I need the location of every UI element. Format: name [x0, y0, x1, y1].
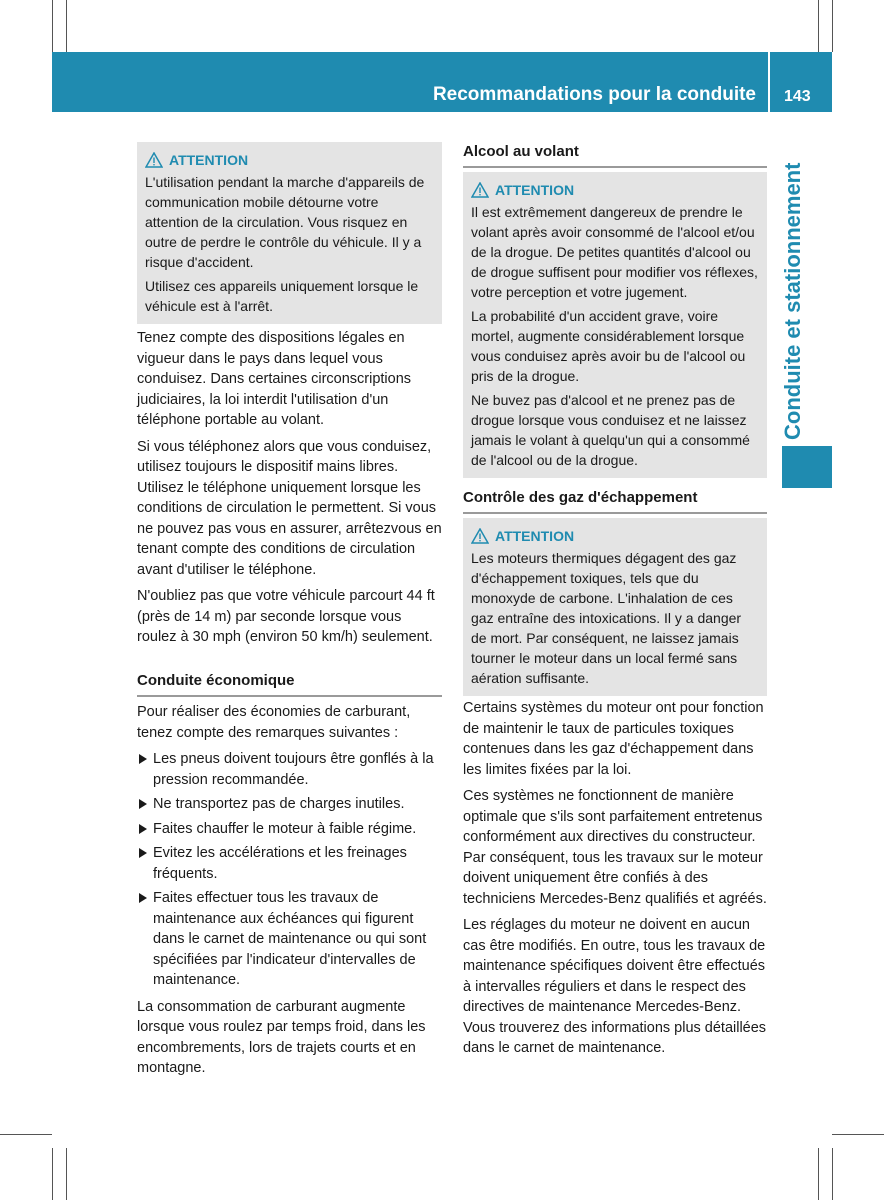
- paragraph: Tenez compte des dispositions légales en vigueur dans le pays dans lequel vous conduisez. Dans certaines circonscriptions judiciaires, la loi interdit l'utilisation d'un téléphone portable au volant.: [137, 330, 412, 428]
- header-divider: [768, 52, 770, 112]
- section-heading-eco: Conduite économique: [137, 672, 442, 697]
- crop-mark: [66, 0, 67, 52]
- paragraph: La consommation de carburant augmente lorsque vous roulez par temps froid, dans les encombrements, lors de trajets courts et en montagne.: [137, 998, 426, 1076]
- side-tab-label: Conduite et stationnement: [780, 162, 805, 440]
- eco-bullet-list: [137, 749, 442, 991]
- list-item: Evitez les accélérations et les freinages fréquents.: [137, 843, 442, 884]
- page-number: 143: [784, 88, 811, 105]
- warning-text: L'utilisation pendant la marche d'appareils de communication mobile détourne votre attention de la circulation. Vous risquez en outre de perdre le contrôle du véhicule. Il y a risque d'accident.: [145, 174, 425, 270]
- crop-mark: [832, 1134, 884, 1135]
- crop-mark: [52, 0, 53, 52]
- warning-triangle-icon: [471, 528, 489, 544]
- list-item: Faites effectuer tous les travaux de maintenance aux échéances qui figurent dans le carnet de maintenance ou qui sont spécifiées par l'indicateur d'intervalles de maintenance.: [137, 888, 442, 991]
- section-heading-exhaust: Contrôle des gaz d'échappement: [463, 489, 767, 514]
- warning-heading: ATTENTION: [145, 150, 434, 170]
- crop-mark: [66, 1148, 67, 1200]
- warning-box-mobile: [137, 142, 442, 324]
- warning-triangle-icon: [471, 182, 489, 198]
- paragraph: Certains systèmes du moteur ont pour fonction de maintenir le taux de particules toxiques contenues dans les gaz d'échappement dans les limites fixées par la loi.: [463, 700, 764, 778]
- paragraph: N'oubliez pas que votre véhicule parcourt 44 ft (près de 14 m) par seconde lorsque vous roulez à 30 mph (environ 50 km/h) seulement.: [137, 588, 435, 645]
- warning-box-exhaust: [463, 518, 767, 696]
- crop-mark: [832, 0, 833, 52]
- warning-text: Il est extrêmement dangereux de prendre le volant après avoir consommé de l'alcool et/ou de la drogue. De petites quantités d'alcool ou de drogue suffisent pour modifier vos réflexes, votre perception et votre jugement.: [471, 204, 758, 300]
- warning-text: La probabilité d'un accident grave, voire mortel, augmente considérablement lorsque vous conduisez après avoir bu de l'alcool ou pris de la drogue.: [471, 308, 746, 384]
- warning-text: Les moteurs thermiques dégagent des gaz d'échappement toxiques, tels que du monoxyde de carbone. L'inhalation de ces gaz entraîne des intoxications. Il y a danger de mort. Par conséquent, ne laissez jamais tourner le moteur dans un local fermé sans aération suffisante.: [471, 550, 742, 686]
- warning-box-alcohol: [463, 172, 767, 478]
- warning-heading: ATTENTION: [471, 526, 759, 546]
- section-heading-alcohol: Alcool au volant: [463, 143, 767, 168]
- crop-mark: [0, 1134, 52, 1135]
- list-item: Faites chauffer le moteur à faible régime.: [137, 819, 442, 840]
- paragraph: Ces systèmes ne fonctionnent de manière optimale que s'ils sont parfaitement entretenus conformément aux directives du constructeur. Par conséquent, tous les travaux sur le moteur doivent uniquement être confiés à des techniciens Mercedes-Benz qualifiés et agréés.: [463, 788, 767, 907]
- warning-text: Utilisez ces appareils uniquement lorsque le véhicule est à l'arrêt.: [145, 278, 419, 314]
- warning-text: Ne buvez pas d'alcool et ne prenez pas de drogue lorsque vous conduisez et ne laissez jamais le volant à quelqu'un qui a consommé de l'alcool ou de la drogue.: [471, 392, 750, 468]
- crop-mark: [52, 1148, 53, 1200]
- crop-mark: [818, 0, 819, 52]
- crop-mark: [832, 1148, 833, 1200]
- paragraph: Si vous téléphonez alors que vous conduisez, utilisez toujours le dispositif mains libres. Utilisez le téléphone uniquement lorsque les conditions de circulation le permettent. Si vous ne pouvez pas vous en assurer, arrêtezvous en tenant compte des conditions de circulation avant d'utiliser le téléphone.: [137, 438, 442, 578]
- left-body-text: [137, 328, 442, 654]
- list-item: Ne transportez pas de charges inutiles.: [137, 794, 442, 815]
- page-title: Recommandations pour la conduite: [432, 84, 756, 105]
- paragraph: Les réglages du moteur ne doivent en aucun cas être modifiés. En outre, tous les travaux de maintenance spécifiques doivent être effectués à intervalles réguliers et dans le respect des directives de maintenance Mercedes-Benz. Vous trouverez des informations plus détaillées dans le carnet de maintenance.: [463, 917, 767, 1056]
- paragraph: Pour réaliser des économies de carburant, tenez compte des remarques suivantes :: [137, 704, 411, 741]
- list-item: Les pneus doivent toujours être gonflés à la pression recommandée.: [137, 749, 442, 790]
- side-tab-marker: [782, 446, 832, 488]
- eco-section: [137, 702, 442, 1085]
- warning-triangle-icon: [145, 152, 163, 168]
- warning-heading: ATTENTION: [471, 180, 759, 200]
- right-body-text: [463, 698, 767, 1065]
- crop-mark: [818, 1148, 819, 1200]
